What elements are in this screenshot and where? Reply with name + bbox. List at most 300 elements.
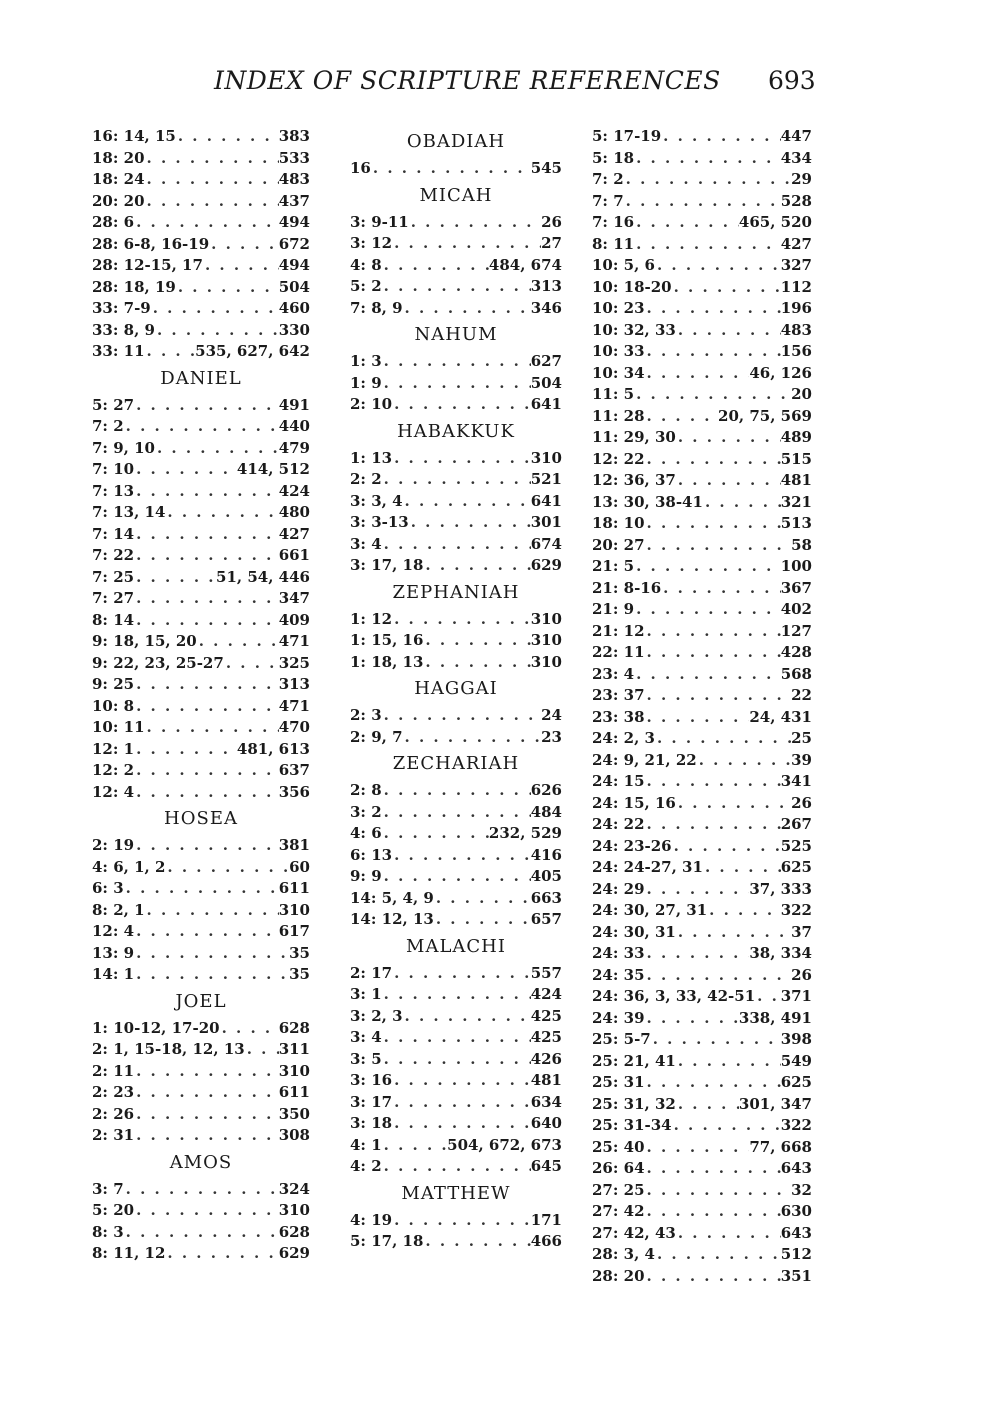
index-entry (592, 900, 812, 922)
dot-leader (634, 148, 781, 170)
page-references: 626 (530, 781, 562, 799)
book-heading: MALACHI (406, 935, 506, 957)
scripture-reference: 11: 5 (592, 385, 635, 403)
index-entry (350, 1135, 562, 1157)
page-references: 643 (780, 1223, 812, 1242)
scripture-reference: 5: 17-19 (592, 127, 662, 145)
scripture-reference: 33: 8, 9 (92, 320, 155, 339)
dot-leader (392, 1092, 531, 1114)
index-entry (592, 191, 812, 213)
index-entry (592, 234, 812, 256)
dot-leader (423, 652, 530, 674)
index-entry (592, 492, 812, 514)
scripture-reference: 23: 38 (592, 707, 645, 726)
index-entry (592, 1266, 812, 1288)
dot-leader (134, 459, 237, 481)
page-references: 535, 627, 642 (195, 342, 310, 360)
dot-leader (634, 384, 791, 406)
index-entry (92, 878, 310, 900)
index-entry (92, 610, 310, 632)
scripture-reference: 3: 17, 18 (350, 556, 424, 574)
index-entry (92, 1222, 310, 1244)
page-references: 350 (278, 1104, 310, 1123)
dot-leader (165, 502, 278, 524)
scripture-reference: 5: 2 (350, 277, 382, 295)
dot-leader (134, 1200, 279, 1222)
scripture-reference: 8: 11 (592, 234, 635, 253)
dot-leader (645, 1072, 781, 1094)
index-entry (592, 1244, 812, 1266)
page-references: 381 (278, 836, 310, 854)
dot-leader (134, 395, 279, 417)
scripture-reference: 27: 42 (592, 1202, 645, 1220)
scripture-reference: 9: 18, 15, 20 (92, 632, 197, 650)
index-entry (592, 556, 812, 578)
index-entry (592, 341, 812, 363)
scripture-reference: 1: 18, 13 (350, 652, 424, 671)
page-references: 301, 347 (738, 1094, 812, 1113)
scripture-reference: 18: 20 (92, 148, 145, 167)
scripture-reference: 8: 11, 12 (92, 1244, 166, 1262)
dot-leader (392, 448, 531, 470)
page-references: 409 (278, 610, 310, 629)
scripture-reference: 10: 23 (592, 299, 645, 317)
index-entry (350, 1049, 562, 1071)
page-references: 630 (780, 1202, 812, 1220)
page-references: 424 (278, 481, 310, 500)
page-references: 427 (278, 524, 310, 543)
index-entry (592, 728, 812, 750)
page-references: 628 (278, 1018, 310, 1037)
scripture-reference: 28: 3, 4 (592, 1245, 655, 1263)
index-column-1 (92, 126, 310, 1265)
dot-leader (134, 921, 279, 943)
page-references: 156 (780, 342, 812, 360)
scripture-reference: 24: 36, 3, 33, 42-51 (592, 987, 756, 1005)
dot-leader (645, 1158, 781, 1180)
page-references: 356 (278, 782, 310, 801)
index-entry (92, 964, 310, 986)
index-entry (592, 470, 812, 492)
index-entry (592, 857, 812, 879)
index-entry (592, 1008, 812, 1030)
dot-leader (645, 814, 781, 836)
page-references: 310 (530, 448, 562, 467)
book-section (92, 803, 310, 986)
page-references: 545 (530, 159, 562, 177)
scripture-reference: 6: 3 (92, 879, 124, 897)
scripture-reference: 21: 8-16 (592, 578, 662, 597)
book-heading: ZECHARIAH (392, 753, 520, 774)
index-entry (92, 1018, 310, 1040)
page-references: 641 (530, 491, 562, 510)
dot-leader (676, 427, 781, 449)
dot-leader (661, 126, 781, 148)
dot-leader (145, 900, 279, 922)
scripture-reference: 7: 10 (92, 460, 135, 478)
index-entry (350, 984, 562, 1006)
dot-leader (134, 545, 279, 567)
dot-leader (145, 169, 279, 191)
index-entry (92, 191, 310, 213)
index-entry (350, 1006, 562, 1028)
scripture-reference: 2: 1, 15-18, 12, 13 (92, 1040, 245, 1058)
page-references: 504 (278, 277, 310, 296)
page-references: 549 (780, 1051, 812, 1070)
scripture-reference: 24: 30, 27, 31 (592, 901, 708, 919)
scripture-reference: 23: 37 (592, 686, 645, 704)
scripture-reference: 3: 12 (350, 234, 393, 252)
page-references: 100 (780, 557, 812, 575)
scripture-reference: 2: 10 (350, 395, 393, 413)
index-entry (350, 448, 562, 470)
index-entry (350, 866, 562, 888)
index-entry (592, 965, 812, 987)
page-references: 367 (780, 578, 812, 597)
scripture-reference: 7: 16 (592, 213, 635, 231)
index-entry (92, 1061, 310, 1083)
page-references: 341 (780, 772, 812, 790)
index-entry (350, 491, 562, 513)
scripture-reference: 7: 25 (92, 567, 135, 586)
scripture-reference: 5: 27 (92, 395, 135, 414)
page-references: 37 (791, 922, 812, 941)
scripture-reference: 25: 5-7 (592, 1030, 651, 1048)
index-entry (92, 943, 310, 965)
scripture-reference: 10: 11 (92, 718, 145, 736)
dot-leader (676, 922, 791, 944)
book-section (350, 126, 562, 180)
index-entry (350, 1210, 562, 1232)
page-references: 483 (278, 170, 310, 188)
index-entry (350, 802, 562, 824)
index-entry (350, 727, 562, 749)
scripture-reference: 3: 4 (350, 534, 382, 553)
page-references: 674 (530, 534, 562, 553)
dot-leader (645, 406, 719, 428)
index-entry (350, 158, 562, 180)
dot-leader (434, 888, 531, 910)
page-references: 629 (278, 1244, 310, 1262)
index-entry (92, 459, 310, 481)
page-references: 37, 333 (749, 879, 812, 898)
dot-leader (382, 373, 531, 395)
index-entry (350, 909, 562, 931)
scripture-reference: 4: 19 (350, 1210, 393, 1229)
page-references: 310 (278, 1061, 310, 1080)
dot-leader (403, 1006, 531, 1028)
page-references: 310 (530, 609, 562, 628)
index-entry (592, 793, 812, 815)
page-references: 321 (780, 492, 812, 511)
scripture-reference: 2: 8 (350, 781, 382, 799)
dot-leader (645, 298, 781, 320)
page-references: 322 (780, 1116, 812, 1134)
dot-leader (634, 556, 781, 578)
scripture-reference: 24: 35 (592, 965, 645, 984)
index-entry (592, 707, 812, 729)
page-references: 645 (530, 1157, 562, 1175)
index-entry (92, 760, 310, 782)
scripture-reference: 4: 6, 1, 2 (92, 857, 166, 876)
book-heading: OBADIAH (406, 131, 506, 152)
index-entry (92, 782, 310, 804)
index-entry (92, 255, 310, 277)
page-references: 484, 674 (488, 255, 562, 274)
page-references: 327 (780, 256, 812, 274)
scripture-reference: 25: 21, 41 (592, 1051, 676, 1070)
scripture-reference: 1: 3 (350, 352, 382, 370)
index-entry (92, 588, 310, 610)
dot-leader (124, 878, 279, 900)
scripture-reference: 4: 8 (350, 255, 382, 274)
index-entry (350, 888, 562, 910)
page-references: 383 (278, 127, 310, 145)
book-heading: AMOS (169, 1151, 233, 1173)
page-references: 515 (780, 449, 812, 468)
dot-leader (403, 298, 531, 320)
scripture-reference: 3: 16 (350, 1071, 393, 1089)
dot-leader (645, 965, 792, 987)
index-entry (350, 555, 562, 577)
scripture-reference: 24: 24-27, 31 (592, 858, 703, 876)
scripture-reference: 13: 9 (92, 943, 135, 962)
page-references: 424 (530, 985, 562, 1003)
index-entry (350, 469, 562, 491)
page-references: 504, 672, 673 (447, 1135, 562, 1154)
index-entry (592, 642, 812, 664)
dot-leader (392, 1210, 531, 1232)
page-references: 398 (780, 1030, 812, 1048)
index-entry (592, 169, 812, 191)
page-references: 347 (278, 589, 310, 607)
page-references: 310 (530, 652, 562, 671)
page-references: 625 (780, 1073, 812, 1091)
index-entry (592, 1072, 812, 1094)
index-entry (92, 1039, 310, 1061)
dot-leader (145, 191, 279, 213)
index-entry (350, 298, 562, 320)
scripture-reference: 3: 9-11 (350, 212, 409, 231)
index-entry (92, 234, 310, 256)
dot-leader (220, 1018, 279, 1040)
scripture-reference: 3: 4 (350, 1028, 382, 1046)
scripture-reference: 14: 5, 4, 9 (350, 888, 434, 907)
dot-leader (382, 1135, 448, 1157)
dot-leader (707, 900, 781, 922)
index-entry (592, 277, 812, 299)
index-entry (592, 1094, 812, 1116)
page-references: 39 (791, 750, 812, 769)
scripture-reference: 1: 10-12, 17-20 (92, 1018, 220, 1037)
dot-leader (634, 212, 739, 234)
index-entry (592, 1029, 812, 1051)
index-entry (92, 674, 310, 696)
scripture-reference: 5: 18 (592, 148, 635, 167)
scripture-reference: 27: 25 (592, 1180, 645, 1199)
dot-leader (165, 1243, 278, 1265)
dot-leader (245, 1039, 279, 1061)
index-entry (592, 1137, 812, 1159)
page-references: 26 (791, 965, 812, 984)
page-references: 310 (278, 1201, 310, 1219)
index-entry (92, 416, 310, 438)
scripture-reference: 27: 42, 43 (592, 1223, 676, 1242)
page-references: 330 (278, 320, 310, 339)
book-section (350, 180, 562, 320)
dot-leader (676, 1094, 739, 1116)
index-entry (592, 664, 812, 686)
page-references: 434 (780, 148, 812, 167)
page-references: 301 (530, 513, 562, 531)
page-header (0, 66, 1000, 106)
page-references: 494 (278, 256, 310, 274)
index-entry (92, 1243, 310, 1265)
scripture-reference: 3: 3, 4 (350, 491, 403, 510)
page-references: 325 (278, 653, 310, 672)
index-entry (92, 631, 310, 653)
page-references: 494 (278, 213, 310, 231)
dot-leader (645, 1201, 781, 1223)
page-title: INDEX OF SCRIPTURE REFERENCES (214, 66, 721, 95)
index-entry (92, 148, 310, 170)
index-entry (592, 771, 812, 793)
dot-leader (176, 277, 279, 299)
page-references: 568 (780, 664, 812, 683)
scripture-reference: 16 (350, 159, 371, 177)
index-entry (592, 1180, 812, 1202)
index-entry (92, 835, 310, 857)
page-references: 425 (530, 1028, 562, 1046)
scripture-reference: 5: 17, 18 (350, 1232, 424, 1250)
dot-leader (645, 621, 781, 643)
index-entry (592, 578, 812, 600)
page-references: 351 (780, 1266, 812, 1285)
page-references: 470 (278, 718, 310, 736)
scripture-reference: 18: 24 (92, 170, 145, 188)
page-references: 35 (289, 965, 310, 983)
index-entry (592, 685, 812, 707)
page-references: 171 (530, 1210, 562, 1229)
scripture-reference: 24: 30, 31 (592, 922, 676, 941)
page-references: 440 (278, 417, 310, 435)
dot-leader (197, 631, 279, 653)
scripture-reference: 7: 2 (92, 417, 124, 435)
scripture-reference: 20: 27 (592, 535, 645, 554)
index-entry (92, 277, 310, 299)
index-entry (350, 534, 562, 556)
page-references: 525 (780, 836, 812, 855)
page-references: 663 (530, 888, 562, 907)
dot-leader (645, 707, 750, 729)
scripture-reference: 2: 31 (92, 1126, 135, 1144)
dot-leader (409, 512, 531, 534)
page-number: 693 (768, 66, 816, 95)
page-references: 23 (541, 727, 562, 746)
dot-leader (392, 609, 531, 631)
page-references: 414, 512 (236, 460, 310, 478)
page-references: 32 (791, 1180, 812, 1199)
page-references: 627 (530, 352, 562, 370)
dot-leader (382, 469, 531, 491)
index-entry (592, 922, 812, 944)
scripture-reference: 33: 7-9 (92, 299, 151, 317)
scripture-reference: 10: 34 (592, 363, 645, 382)
index-entry (92, 395, 310, 417)
dot-leader (145, 148, 279, 170)
book-section (350, 319, 562, 416)
scripture-reference: 11: 29, 30 (592, 428, 676, 446)
index-entry (592, 943, 812, 965)
index-column-2 (350, 126, 562, 1253)
page-references: 426 (530, 1049, 562, 1068)
dot-leader (392, 1113, 531, 1135)
scripture-reference: 24: 15, 16 (592, 793, 676, 812)
index-entry (92, 653, 310, 675)
book-section (350, 1178, 562, 1253)
page-references: 481 (780, 471, 812, 489)
scripture-reference: 3: 2, 3 (350, 1006, 403, 1025)
scripture-reference: 7: 27 (92, 589, 135, 607)
page-references: 657 (530, 910, 562, 928)
book-section (592, 126, 812, 1287)
page-references: 437 (278, 191, 310, 210)
dot-leader (382, 866, 531, 888)
dot-leader (134, 1061, 279, 1083)
index-entry (92, 900, 310, 922)
dot-leader (134, 1104, 279, 1126)
dot-leader (382, 802, 531, 824)
scripture-reference: 1: 9 (350, 373, 382, 392)
page-references: 311 (278, 1040, 310, 1058)
book-section (350, 748, 562, 931)
index-entry (592, 513, 812, 535)
index-entry (92, 524, 310, 546)
page-references: 427 (780, 234, 812, 253)
dot-leader (382, 780, 531, 802)
index-entry (592, 148, 812, 170)
dot-leader (703, 492, 781, 514)
page-references: 232, 529 (488, 824, 562, 842)
index-entry (592, 126, 812, 148)
page-references: 25 (791, 729, 812, 747)
page-references: 38, 334 (749, 944, 812, 962)
scripture-reference: 2: 11 (92, 1061, 135, 1080)
dot-leader (645, 535, 792, 557)
dot-leader (645, 449, 781, 471)
scripture-reference: 8: 3 (92, 1222, 124, 1241)
dot-leader (676, 320, 781, 342)
index-entry (350, 845, 562, 867)
page-references: 112 (780, 277, 812, 296)
page-references: 471 (278, 632, 310, 650)
scripture-reference: 7: 13, 14 (92, 503, 166, 521)
dot-leader (165, 857, 289, 879)
index-entry (592, 535, 812, 557)
page-references: 267 (780, 815, 812, 833)
page-references: 617 (278, 922, 310, 940)
scripture-reference: 2: 9, 7 (350, 727, 403, 746)
dot-leader (434, 909, 531, 931)
dot-leader (624, 169, 791, 191)
dot-leader (134, 696, 279, 718)
scripture-reference: 24: 33 (592, 944, 645, 962)
page-references: 402 (780, 600, 812, 618)
scripture-reference: 11: 28 (592, 406, 645, 425)
dot-leader (134, 481, 279, 503)
scripture-reference: 9: 25 (92, 675, 135, 693)
dot-leader (209, 234, 279, 256)
